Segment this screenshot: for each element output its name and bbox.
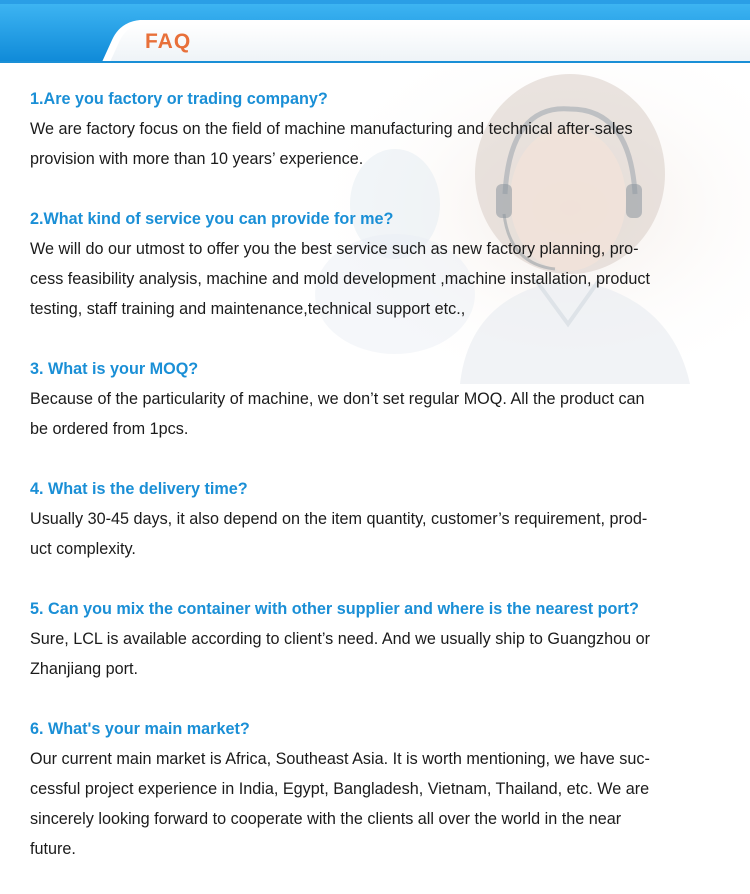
faq-answer-line: Zhanjiang port. (30, 660, 138, 678)
faq-question: 1.Are you factory or trading company? (30, 90, 328, 108)
faq-answer-line: Our current main market is Africa, Southeast Asia. It is worth mentioning, we have suc- (30, 750, 650, 768)
faq-answer (30, 234, 730, 324)
faq-question: 4. What is the delivery time? (30, 480, 248, 498)
faq-answer-line: cessful project experience in India, Egypt, Bangladesh, Vietnam, Thailand, etc. We are (30, 780, 650, 798)
faq-answer-line: Because of the particularity of machine, we don’t set regular MOQ. All the product can (30, 390, 645, 408)
faq-answer-line: Usually 30-45 days, it also depend on the item quantity, customer’s requirement, prod- (30, 510, 648, 528)
faq-answer-line: be ordered from 1pcs. (30, 420, 189, 438)
faq-question: 2.What kind of service you can provide for me? (30, 210, 394, 228)
faq-answer (30, 624, 730, 684)
faq-item (30, 714, 730, 864)
faq-item (30, 594, 730, 684)
faq-answer-line: sincerely looking forward to cooperate with the clients all over the world in the near (30, 810, 622, 828)
faq-question: 3. What is your MOQ? (30, 360, 199, 378)
faq-answer (30, 504, 730, 564)
faq-answer-line: We will do our utmost to offer you the best service such as new factory planning, pro- (30, 240, 639, 258)
faq-answer-line: cess feasibility analysis, machine and mold development ,machine installation, product (30, 270, 650, 288)
header-banner-shape (0, 0, 750, 64)
faq-item (30, 84, 730, 174)
faq-item (30, 474, 730, 564)
faq-header-banner (0, 0, 750, 64)
faq-answer-line: future. (30, 840, 76, 858)
faq-question: 6. What's your main market? (30, 720, 250, 738)
faq-question: 5. Can you mix the container with other supplier and where is the nearest port? (30, 600, 639, 618)
faq-answer-line: provision with more than 10 years’ experience. (30, 150, 364, 168)
faq-answer-line: We are factory focus on the field of machine manufacturing and technical after-sales (30, 120, 633, 138)
faq-answer (30, 384, 730, 444)
faq-answer (30, 114, 730, 174)
faq-answer-line: uct complexity. (30, 540, 136, 558)
page-title: FAQ (145, 30, 192, 53)
faq-item (30, 354, 730, 444)
faq-answer-line: testing, staff training and maintenance,technical support etc., (30, 300, 466, 318)
faq-answer-line: Sure, LCL is available according to client’s need. And we usually ship to Guangzhou or (30, 630, 651, 648)
faq-answer (30, 744, 730, 864)
faq-list (30, 84, 730, 894)
faq-item (30, 204, 730, 324)
